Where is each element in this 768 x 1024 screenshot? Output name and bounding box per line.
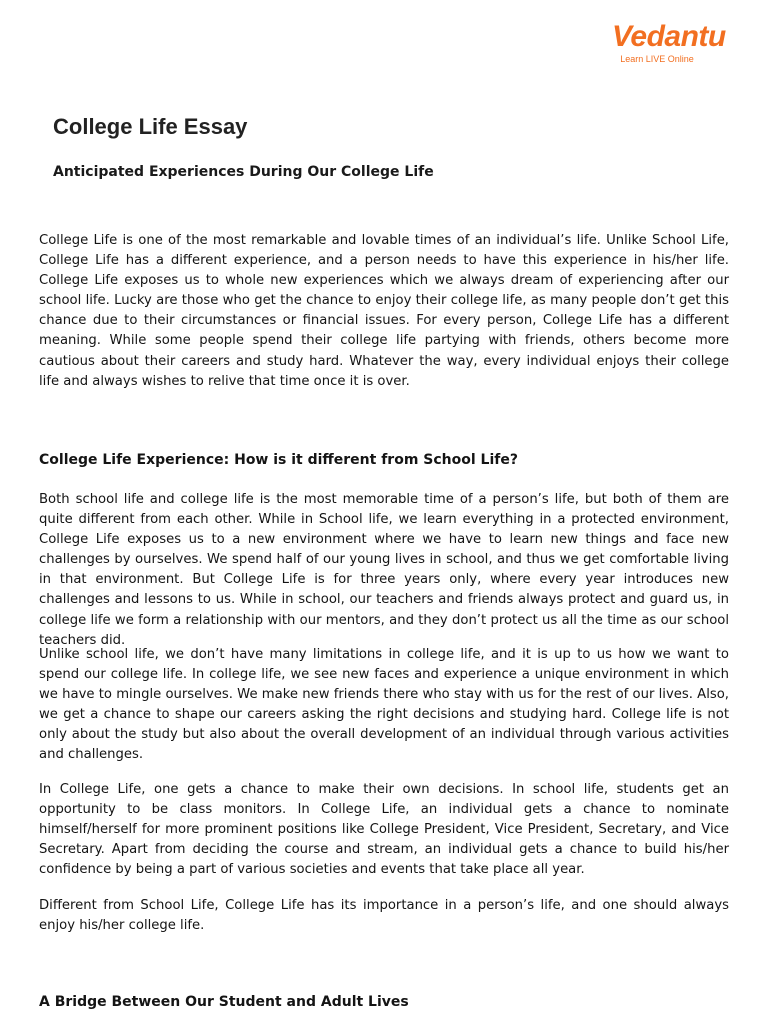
body-paragraph-4: Different from School Life, College Life has its importance in a person’s life, and one should always enjoy his/her college life. — [39, 898, 729, 934]
intro-paragraph: College Life is one of the most remarkable and lovable times of an individual’s life. Unlike School Life, College Life has a different experience, and a person needs to have this experience in his/her life. College Life exposes us to whole new experiences which we always dream of experiencing after our school life. Lucky are those who get the chance to enjoy their college life, as many people don’t get this chance due to their circumstances or financial issues. For every person, College Life has a different meaning. While some people spend their college life partying with friends, others become more cautious about their careers and study hard. Whatever the way, every individual enjoys their college life and always wishes to relive that time once it is over. — [39, 233, 729, 389]
section-heading-school-vs-college: College Life Experience: How is it different from School Life? — [39, 452, 518, 468]
brand-tagline: Learn LIVE Online — [620, 54, 694, 64]
page-title: College Life Essay — [53, 114, 248, 139]
body-paragraph-2: Unlike school life, we don’t have many limitations in college life, and it is up to us how we want to spend our college life. In college life, we see new faces and experience a unique environment in which we have to mingle ourselves. We make new friends there who stay with us for the rest of our lives. Also, we get a chance to shape our careers asking the right decisions and studying hard. College life is not only about the study but also about the overall development of an individual through various activities and challenges. — [39, 647, 729, 763]
body-paragraph-3: In College Life, one gets a chance to make their own decisions. In school life, students get an opportunity to be class monitors. In College Life, an individual gets a chance to nominate himself/herself for more prominent positions like College President, Vice President, Secretary, and Vice Secretary. Apart from deciding the course and stream, an individual gets a chance to build his/her confidence by being a part of various societies and events that take place all year. — [39, 782, 729, 878]
brand-name: Vedantu — [612, 20, 726, 53]
section-heading-bridge: A Bridge Between Our Student and Adult Lives — [39, 994, 409, 1010]
vedantu-logo — [612, 20, 726, 64]
page-subtitle: Anticipated Experiences During Our College Life — [53, 164, 434, 180]
body-paragraph-1: Both school life and college life is the most memorable time of a person’s life, but both of them are quite different from each other. While in School life, we learn everything in a protected environment, College Life exposes us to a new environment where we have to learn new things and face new challenges by ourselves. We spend half of our young lives in school, and thus we get comfortable living in that environment. But College Life is for three years only, where every year introduces new challenges and lessons to us. While in school, our teachers and friends always protect and guard us, in college life we form a relationship with our mentors, and they don’t protect us all the time as our school teachers did. — [39, 492, 729, 648]
